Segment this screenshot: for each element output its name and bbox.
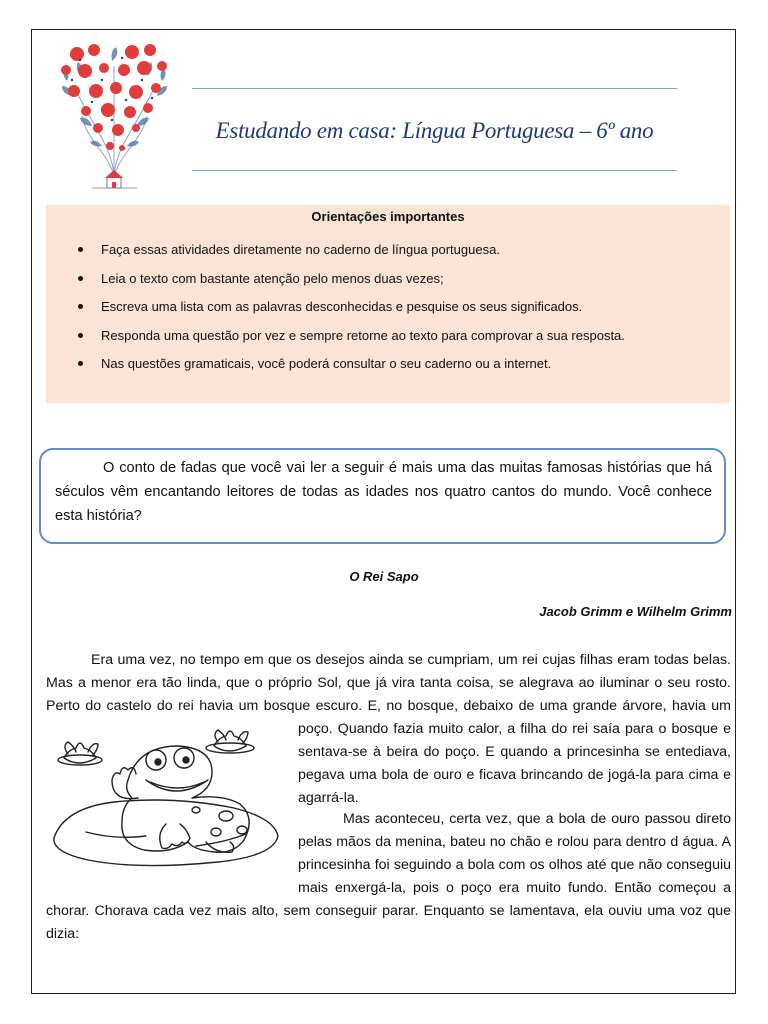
orientations-panel: [46, 205, 730, 403]
orientations-heading: Orientações importantes: [311, 209, 465, 224]
header-rule-bottom: [192, 170, 677, 171]
bullet-icon: [78, 304, 83, 309]
story-line: dizia:: [46, 926, 80, 942]
bullet-icon: [78, 247, 83, 252]
story-line: princesinha foi seguindo a bola com os olhos até que não conseguiu: [298, 857, 731, 873]
story-line: pelas mãos da menina, bateu no chão e rolou para dentro d água. A: [298, 834, 731, 850]
intro-text: O conto de fadas que você vai ler a seguir é mais uma das muitas famosas histórias que há séculos vêm encantando leitores de todas as idades nos quatro cantos do mundo. Você conhece esta história?: [55, 460, 712, 524]
heart-flower-illustration: [52, 36, 177, 192]
story-line: Mas a menor era tão linda, que o próprio Sol, que já vira tanta coisa, se alegrava ao iluminar o seu rosto.: [46, 675, 731, 691]
orientations-list: [46, 242, 730, 385]
orientation-item: Faça essas atividades diretamente no caderno de língua portuguesa.: [46, 242, 730, 271]
story-title: O Rei Sapo: [349, 569, 419, 584]
header-rule-top: [192, 88, 677, 89]
intro-box: [39, 448, 726, 544]
story-line: Era uma vez, no tempo em que os desejos ainda se cumpriam, um rei cujas filhas eram todas belas.: [91, 652, 731, 668]
bullet-icon: [78, 276, 83, 281]
frog-on-lily-pad-illustration: [46, 726, 286, 872]
bullet-icon: [78, 361, 83, 366]
story-line: chorar. Chorava cada vez mais alto, sem conseguir parar. Enquanto se lamentava, ela ouviu uma voz que: [46, 903, 731, 919]
story-line: Mas aconteceu, certa vez, que a bola de ouro passou direto: [343, 811, 731, 827]
orientation-item: Escreva uma lista com as palavras desconhecidas e pesquise os seus significados.: [46, 299, 730, 328]
page-title: Estudando em casa: Língua Portuguesa – 6º ano: [215, 118, 654, 143]
story-line: poço. Quando fazia muito calor, a filha do rei saía para o bosque e: [298, 721, 731, 737]
story-authors: Jacob Grimm e Wilhelm Grimm: [539, 604, 732, 619]
story-line: sentava-se à beira do poço. E quando a princesinha se entediava,: [298, 744, 731, 760]
bullet-icon: [78, 333, 83, 338]
orientation-item: Nas questões gramaticais, você poderá consultar o seu caderno ou a internet.: [46, 356, 730, 385]
story-line: mais enxergá-la, pois o poço era muito fundo. Então começou a: [298, 880, 731, 896]
story-line: pegava uma bola de ouro e ficava brincando de jogá-la para cima e: [298, 767, 731, 783]
story-line: agarrá-la.: [298, 790, 359, 806]
orientation-item: Responda uma questão por vez e sempre retorne ao texto para comprovar a sua resposta.: [46, 328, 730, 357]
story-line: Perto do castelo do rei havia um bosque escuro. E, no bosque, debaixo de uma grande árvore, havia um: [46, 698, 731, 714]
orientation-item: Leia o texto com bastante atenção pelo menos duas vezes;: [46, 271, 730, 300]
